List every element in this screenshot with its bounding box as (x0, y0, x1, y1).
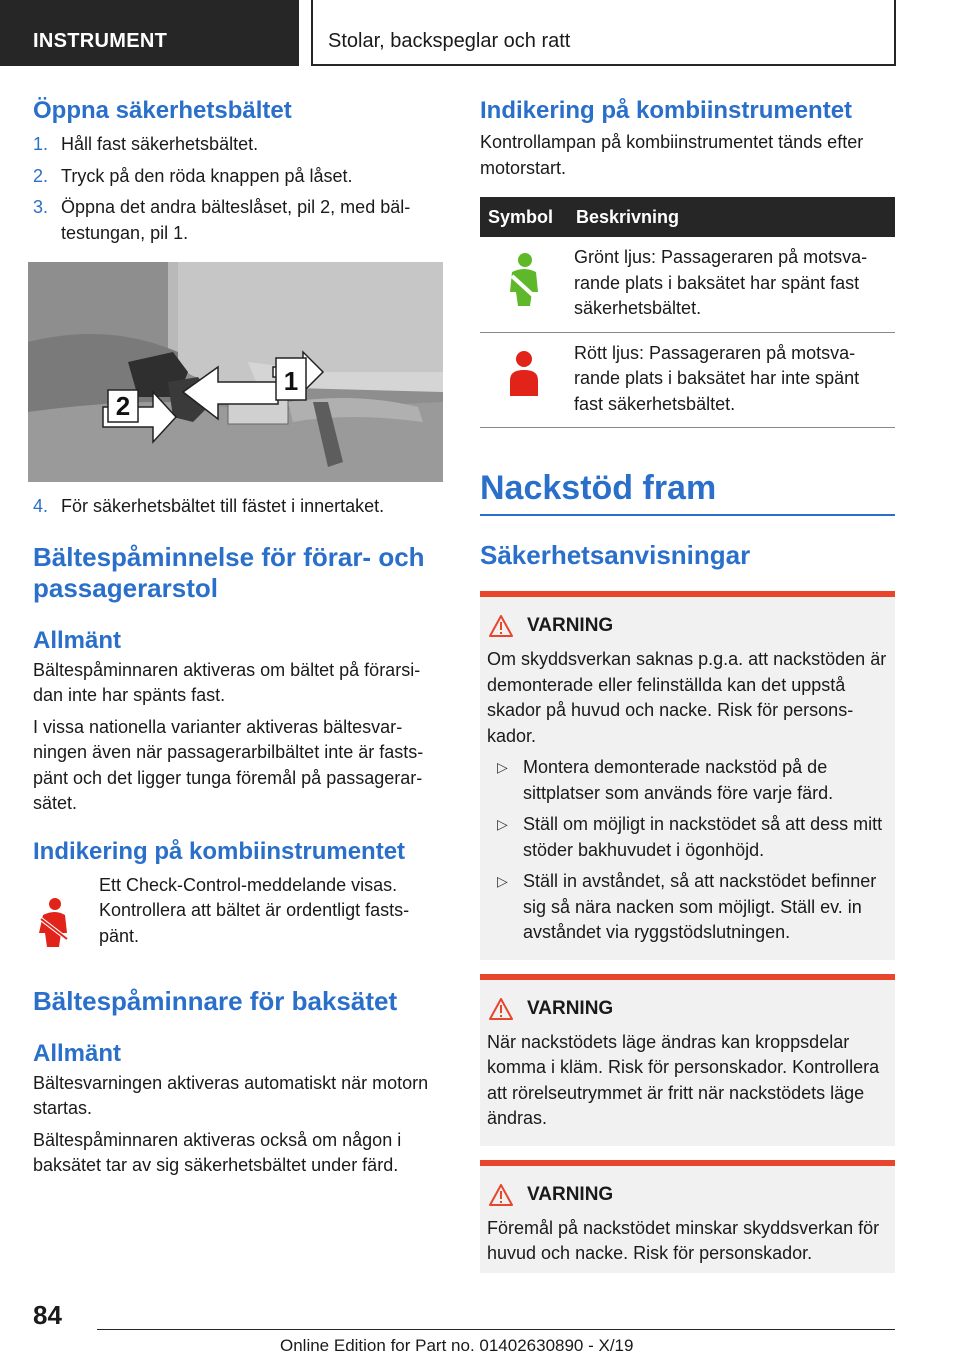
rear-reminder-heading: Bältespåminnare för baksätet (33, 985, 398, 1016)
chapter-tab: Stolar, backspeglar och ratt (311, 0, 896, 66)
arrow-label-1: 1 (283, 366, 299, 396)
symbol-cell (480, 237, 568, 332)
description-cell: Rött ljus: Passageraren på motsvarande plats i baksätet har inte spänt fast säkerhetsbältet. (568, 332, 895, 428)
footer-divider (97, 1329, 895, 1330)
reminder-heading: Bältespåminnelse för förar- och passagerarstol (33, 541, 425, 603)
warning-bullets (487, 755, 888, 946)
warning-title: VARNING (487, 1182, 888, 1208)
red-passenger-icon (506, 350, 542, 400)
indicator-text: Ett Check-Control-meddelande visas. Kontrollera att bältet är ordentligt fastspänt. (99, 874, 410, 946)
general-paragraph: I vissa nationella varianter aktiveras bältesvarningen även när passagerarbilbältet inte är fastspänt och det ligger tunga föremål på passagerarsätet. (33, 716, 424, 813)
warning-text: När nackstödets läge ändras kan kroppsdelar komma i kläm. Risk för personskador. Kontrollera att rörelseutrymmet är fritt när nackstödets läge ändras. (487, 1031, 880, 1128)
step-item: 3. Öppna det andra bälteslåset, pil 2, med bältestungan, pil 1. (33, 197, 411, 243)
section-tab: INSTRUMENT (0, 0, 299, 66)
warning-box (480, 591, 895, 960)
arrow-label-2: 2 (115, 391, 131, 421)
list-item: ▷ Ställ om möjligt in nackstödet så att dess mitt stöder bakhuvudet i ögonhöjd. (497, 814, 883, 860)
bullet-triangle-icon: ▷ (497, 759, 508, 775)
column-header: Beskrivning (568, 197, 895, 237)
indicator-heading: Indikering på kombiinstrumentet (33, 837, 406, 865)
warning-text: Föremål på nackstödet minskar skyddsverkan för huvud och nacke. Risk för personskador. (487, 1217, 880, 1263)
page-header (0, 0, 960, 66)
step4-list (33, 494, 443, 520)
warning-title: VARNING (487, 613, 888, 639)
safety-heading: Säkerhetsanvisningar (480, 540, 751, 570)
description-cell: Grönt ljus: Passageraren på motsvarande plats i baksätet har spänt fast säkerhetsbältet. (568, 237, 895, 332)
list-item: ▷ Montera demonterade nackstöd på de sittplatser som används före varje färd. (497, 757, 834, 803)
warning-box (480, 974, 895, 1146)
seatbelt-warning-icon (33, 873, 99, 956)
left-column (33, 96, 443, 1179)
symbol-table (480, 197, 895, 428)
chapter-heading: Nackstöd fram (480, 466, 895, 516)
list-item: ▷ Ställ in avståndet, så att nackstödet befinner sig så nära nacken som möjligt. Ställ ev. in avståndet via ryggstödslutningen. (497, 871, 877, 942)
seatbelt-buckle-illustration (28, 262, 443, 482)
general-paragraph: Bältespåminnaren aktiveras också om någon i baksätet tar av sig säkerhetsbältet under färd. (33, 1129, 402, 1175)
open-steps-list (33, 132, 443, 246)
bullet-triangle-icon: ▷ (497, 873, 508, 889)
page-number: 84 (33, 1300, 62, 1330)
step-item: 1. Håll fast säkerhetsbältet. (33, 134, 259, 154)
general-paragraph: Bältespåminnaren aktiveras om bältet på förarsidan inte har spänts fast. (33, 659, 421, 705)
general-heading: Allmänt (33, 626, 122, 654)
table-row (480, 237, 895, 332)
warning-triangle-icon (489, 615, 513, 637)
edition-text: Online Edition for Part no. 01402630890 - X/19 (280, 1336, 634, 1355)
symbol-cell (480, 332, 568, 428)
warning-triangle-icon (489, 998, 513, 1020)
warning-title: VARNING (487, 996, 888, 1022)
right-column (480, 96, 895, 1273)
indicator-heading: Indikering på kombiinstrumentet (480, 97, 853, 124)
indicator-paragraph: Kontrollampan på kombiinstrumentet tänds efter motorstart. (480, 132, 864, 178)
warning-text: Om skyddsverkan saknas p.g.a. att nackstöden är demonterade eller felinställda kan det uppstå skador på huvud och nacke. Risk för personskador. (487, 649, 887, 746)
warning-triangle-icon (489, 1184, 513, 1206)
warning-box (480, 1160, 895, 1273)
bullet-triangle-icon: ▷ (497, 816, 508, 832)
column-header: Symbol (480, 197, 568, 237)
general-heading: Allmänt (33, 1039, 122, 1067)
seatbelt-buckle-figure (28, 262, 443, 482)
table-header-row (480, 197, 895, 237)
step-item: 2. Tryck på den röda knappen på låset. (33, 165, 353, 186)
open-seatbelt-heading: Öppna säkerhetsbältet (33, 97, 292, 124)
table-row (480, 332, 895, 428)
indicator-row (33, 873, 443, 956)
general-paragraph: Bältesvarningen aktiveras automatiskt när motorn startas. (33, 1072, 429, 1118)
step-item: 4. För säkerhetsbältet till fästet i innertaket. (33, 496, 385, 516)
green-seatbelt-icon (506, 252, 542, 308)
